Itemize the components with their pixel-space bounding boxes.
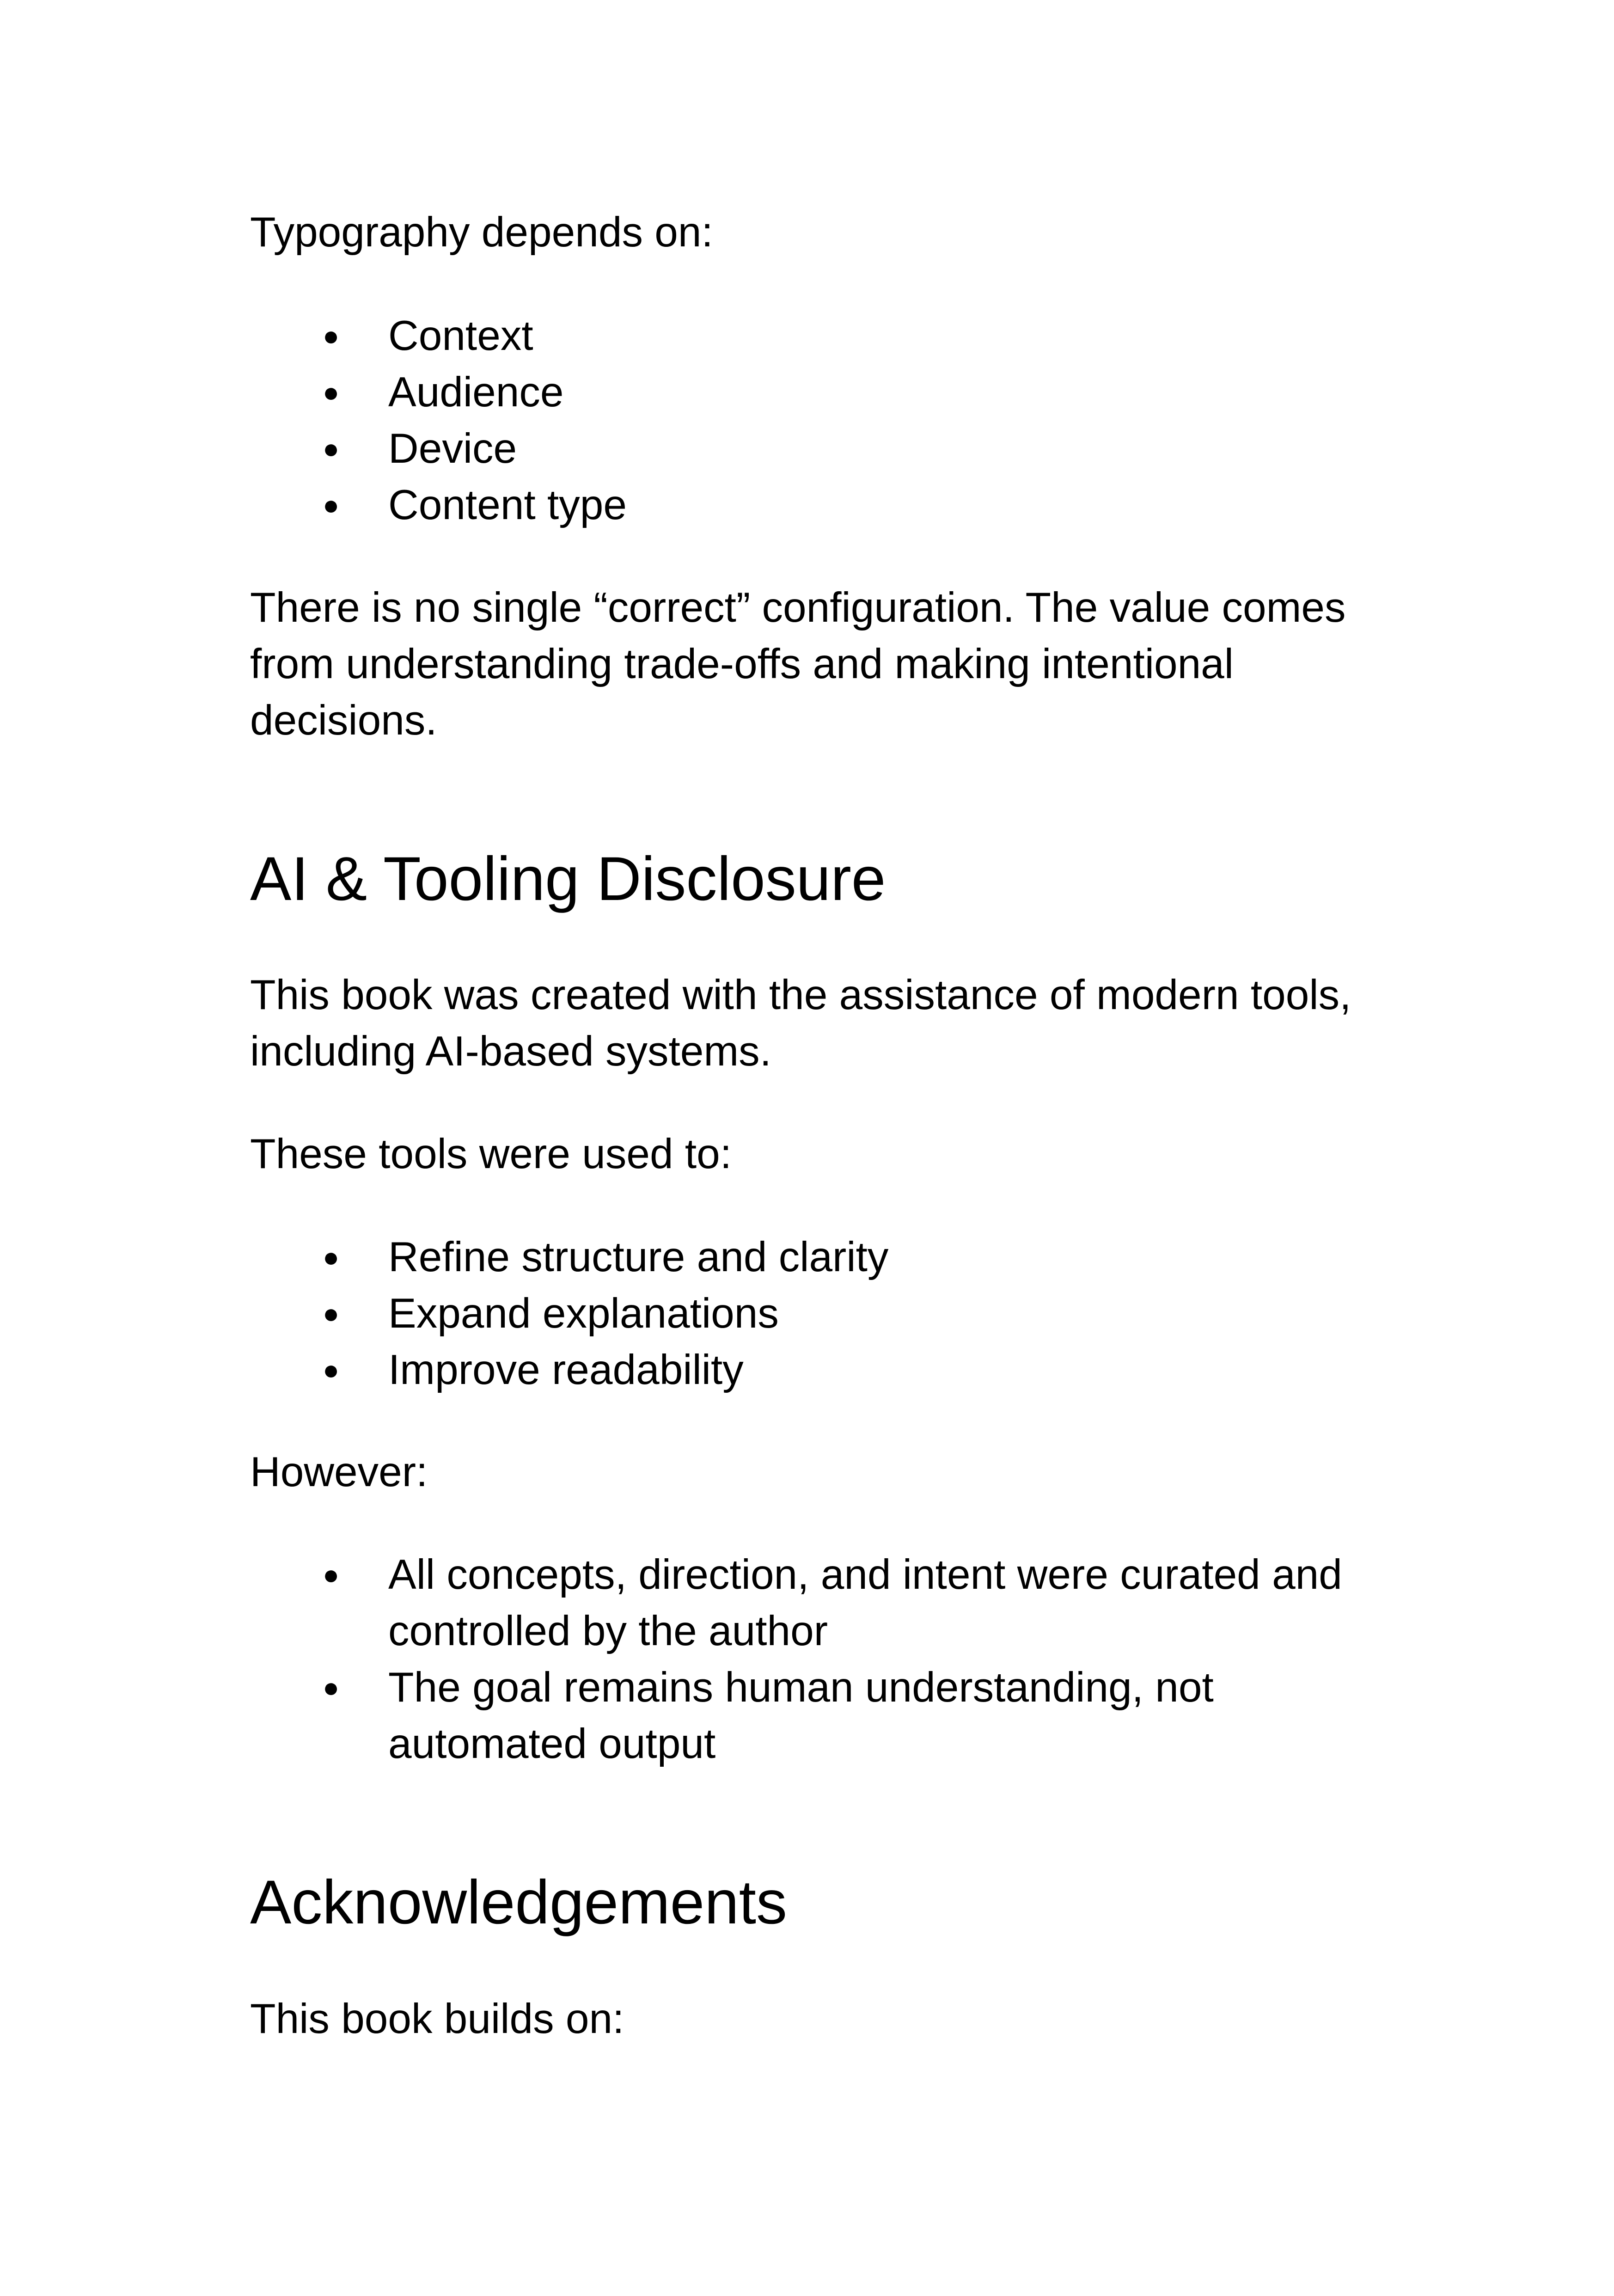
ai-tools-list xyxy=(250,1229,888,1398)
ack-lead: This book builds on: xyxy=(250,1996,624,2042)
list-item: ● The goal remains human understanding, not automated output xyxy=(250,1659,1342,1772)
bullet-icon: ● xyxy=(323,1242,340,1273)
bullet-icon: ● xyxy=(323,1354,340,1385)
intro-lead: Typography depends on: xyxy=(250,209,713,256)
list-item: ● Content type xyxy=(250,477,627,533)
bullet-icon: ● xyxy=(323,1672,340,1703)
bullet-icon: ● xyxy=(323,1298,340,1329)
bullet-icon: ● xyxy=(323,1559,340,1590)
list-item: ● Device xyxy=(250,421,627,477)
intro-paragraph-line: decisions. xyxy=(250,697,437,744)
section-heading-ai: AI & Tooling Disclosure xyxy=(250,845,886,913)
list-item: ● Refine structure and clarity xyxy=(250,1229,888,1286)
list-item: ● All concepts, direction, and intent were curated and controlled by the author xyxy=(250,1547,1342,1659)
bullet-icon: ● xyxy=(323,320,340,351)
however-list xyxy=(250,1547,1342,1772)
intro-paragraph-line: There is no single “correct” configuration. The value comes xyxy=(250,584,1346,631)
list-item: ● Expand explanations xyxy=(250,1286,888,1342)
section-heading-acknowledgements: Acknowledgements xyxy=(250,1868,787,1937)
ai-lead: These tools were used to: xyxy=(250,1131,732,1177)
intro-paragraph-line: from understanding trade-offs and making intentional xyxy=(250,641,1234,687)
intro-list xyxy=(250,308,627,533)
bullet-icon: ● xyxy=(323,490,340,520)
ai-paragraph-line: including AI-based systems. xyxy=(250,1028,771,1075)
list-item: ● Improve readability xyxy=(250,1342,888,1398)
however-lead: However: xyxy=(250,1449,428,1495)
ai-paragraph-line: This book was created with the assistance of modern tools, xyxy=(250,972,1351,1018)
list-item: ● Audience xyxy=(250,364,627,421)
bullet-icon: ● xyxy=(323,433,340,464)
bullet-icon: ● xyxy=(323,377,340,408)
list-item: ● Context xyxy=(250,308,627,364)
